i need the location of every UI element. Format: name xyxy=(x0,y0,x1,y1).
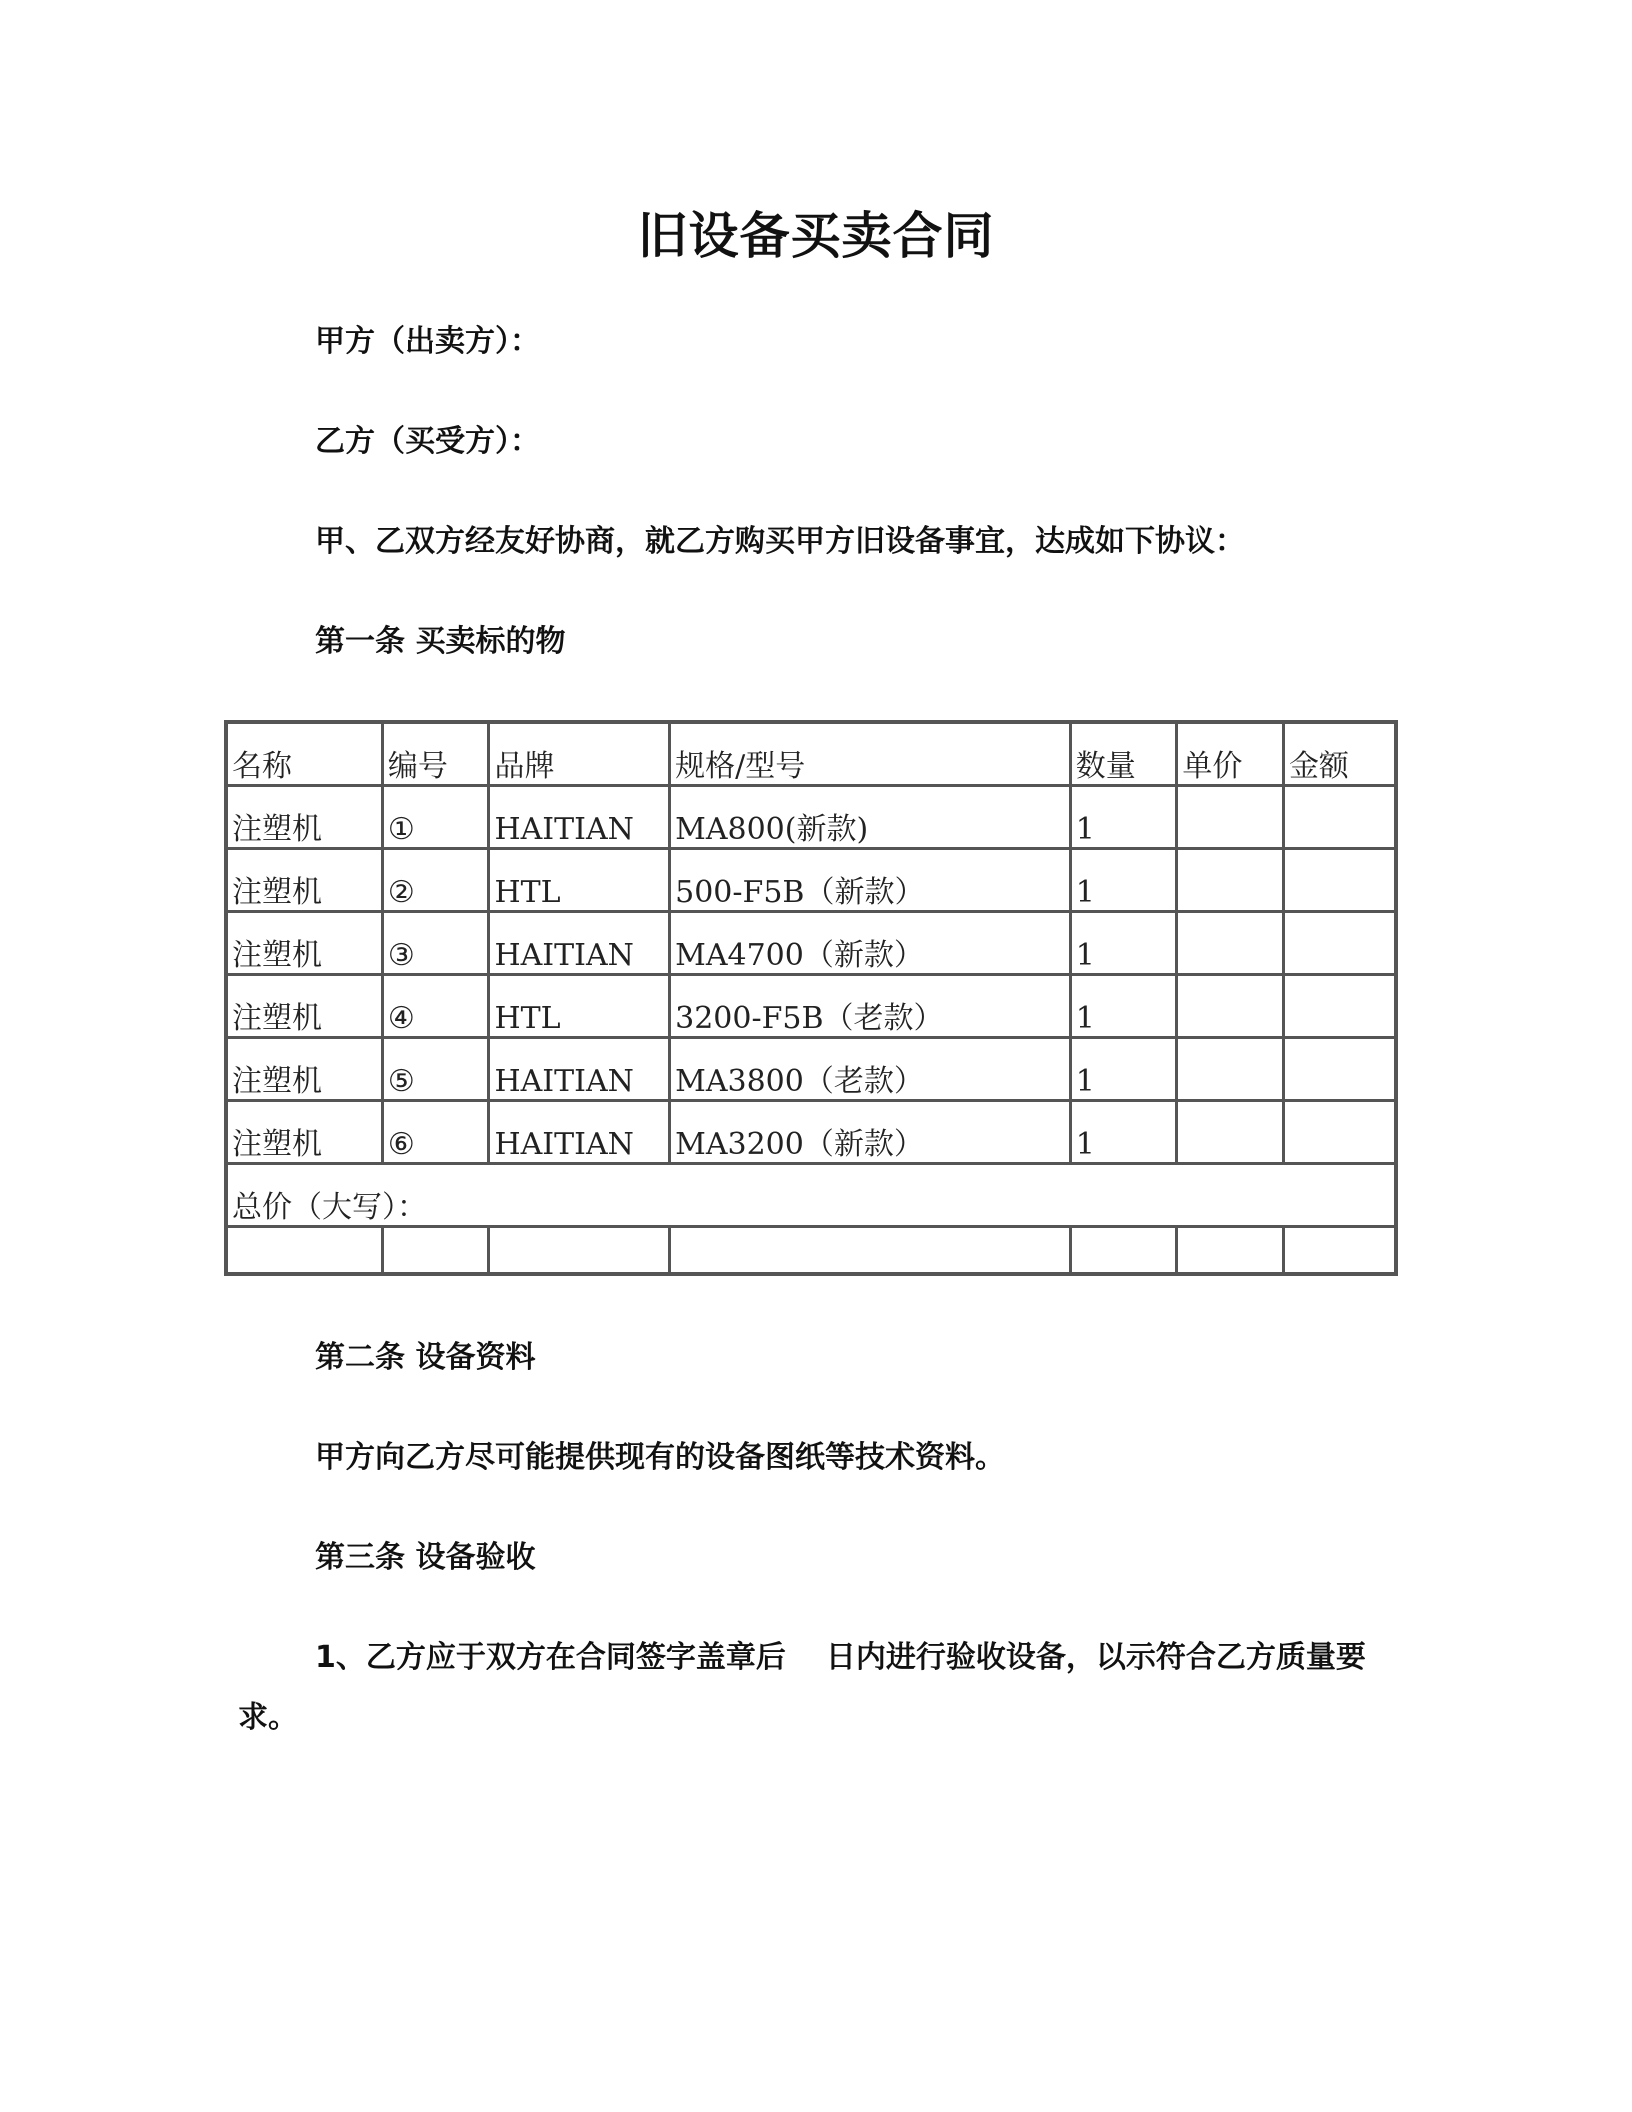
table-cell xyxy=(1177,1227,1284,1275)
table-cell xyxy=(1177,975,1284,1038)
header-cell-amount: 金额 xyxy=(1283,722,1396,786)
table-cell: 注塑机 xyxy=(226,1101,382,1164)
table-row xyxy=(226,786,1396,849)
table-cell: 3200-F5B（老款） xyxy=(670,975,1071,1038)
table-row xyxy=(226,1038,1396,1101)
table-cell: ④ xyxy=(382,975,489,1038)
table-cell xyxy=(1283,786,1396,849)
table-cell: 1 xyxy=(1070,1038,1177,1101)
header-cell-quantity: 数量 xyxy=(1070,722,1177,786)
total-row xyxy=(226,1164,1396,1227)
table-cell: MA4700（新款） xyxy=(670,912,1071,975)
table-cell xyxy=(1283,1227,1396,1275)
blank-row xyxy=(226,1227,1396,1275)
table-cell xyxy=(1177,1038,1284,1101)
document-title: 旧设备买卖合同 xyxy=(637,207,995,265)
intro-paragraph: 甲、乙双方经友好协商，就乙方购买甲方旧设备事宜，达成如下协议： xyxy=(315,524,1245,559)
table-row xyxy=(226,912,1396,975)
clause-1-part-1: 1、乙方应于双方在合同签字盖章后 xyxy=(315,1640,786,1675)
table-cell xyxy=(1283,912,1396,975)
table-cell: ② xyxy=(382,849,489,912)
table-cell xyxy=(1283,1038,1396,1101)
article-2-text: 甲方向乙方尽可能提供现有的设备图纸等技术资料。 xyxy=(315,1440,1005,1475)
table-cell: 1 xyxy=(1070,975,1177,1038)
table-cell xyxy=(382,1227,489,1275)
table-cell: MA3200（新款） xyxy=(670,1101,1071,1164)
table-cell: 注塑机 xyxy=(226,912,382,975)
table-cell: HTL xyxy=(489,975,670,1038)
table-cell: 注塑机 xyxy=(226,849,382,912)
table-cell: 注塑机 xyxy=(226,786,382,849)
table-cell: ③ xyxy=(382,912,489,975)
party-b-line: 乙方（买受方）： xyxy=(315,424,540,459)
table-cell xyxy=(1283,1101,1396,1164)
table-cell xyxy=(1177,912,1284,975)
table-cell: HTL xyxy=(489,849,670,912)
table-cell xyxy=(670,1227,1071,1275)
table-cell xyxy=(1283,975,1396,1038)
table-cell xyxy=(1177,849,1284,912)
table-cell: 1 xyxy=(1070,1101,1177,1164)
article-2-heading: 第二条 设备资料 xyxy=(315,1340,536,1375)
clause-1-paragraph xyxy=(238,1628,1378,1748)
table-row xyxy=(226,849,1396,912)
table-cell xyxy=(1283,849,1396,912)
items-table xyxy=(224,720,1398,1276)
table-cell: 1 xyxy=(1070,912,1177,975)
header-cell-unit-price: 单价 xyxy=(1177,722,1284,786)
table-cell: HAITIAN xyxy=(489,912,670,975)
table-cell: MA800(新款) xyxy=(670,786,1071,849)
table-cell xyxy=(489,1227,670,1275)
article-3-heading: 第三条 设备验收 xyxy=(315,1540,536,1575)
total-price-label: 总价（大写）： xyxy=(226,1164,1396,1227)
table-cell: 1 xyxy=(1070,849,1177,912)
table-cell: HAITIAN xyxy=(489,1101,670,1164)
header-cell-model: 规格/型号 xyxy=(670,722,1071,786)
clause-1-part-2: 日内进行验收设备，以示符合乙方质量要求。 xyxy=(238,1640,1366,1735)
table-cell: MA3800（老款） xyxy=(670,1038,1071,1101)
article-1-heading: 第一条 买卖标的物 xyxy=(315,624,566,659)
table-header-row xyxy=(226,722,1396,786)
table-cell xyxy=(1177,786,1284,849)
header-cell-number: 编号 xyxy=(382,722,489,786)
table-cell: ⑥ xyxy=(382,1101,489,1164)
table-cell: ① xyxy=(382,786,489,849)
table-cell: 500-F5B（新款） xyxy=(670,849,1071,912)
table-cell xyxy=(1070,1227,1177,1275)
table-cell: HAITIAN xyxy=(489,1038,670,1101)
table-cell: 注塑机 xyxy=(226,1038,382,1101)
table-row xyxy=(226,1101,1396,1164)
table-cell xyxy=(226,1227,382,1275)
table-cell: 1 xyxy=(1070,786,1177,849)
table-cell: ⑤ xyxy=(382,1038,489,1101)
table-row xyxy=(226,975,1396,1038)
header-cell-name: 名称 xyxy=(226,722,382,786)
party-a-line: 甲方（出卖方）： xyxy=(315,324,540,359)
table-cell xyxy=(1177,1101,1284,1164)
table-cell: HAITIAN xyxy=(489,786,670,849)
table-cell: 注塑机 xyxy=(226,975,382,1038)
header-cell-brand: 品牌 xyxy=(489,722,670,786)
